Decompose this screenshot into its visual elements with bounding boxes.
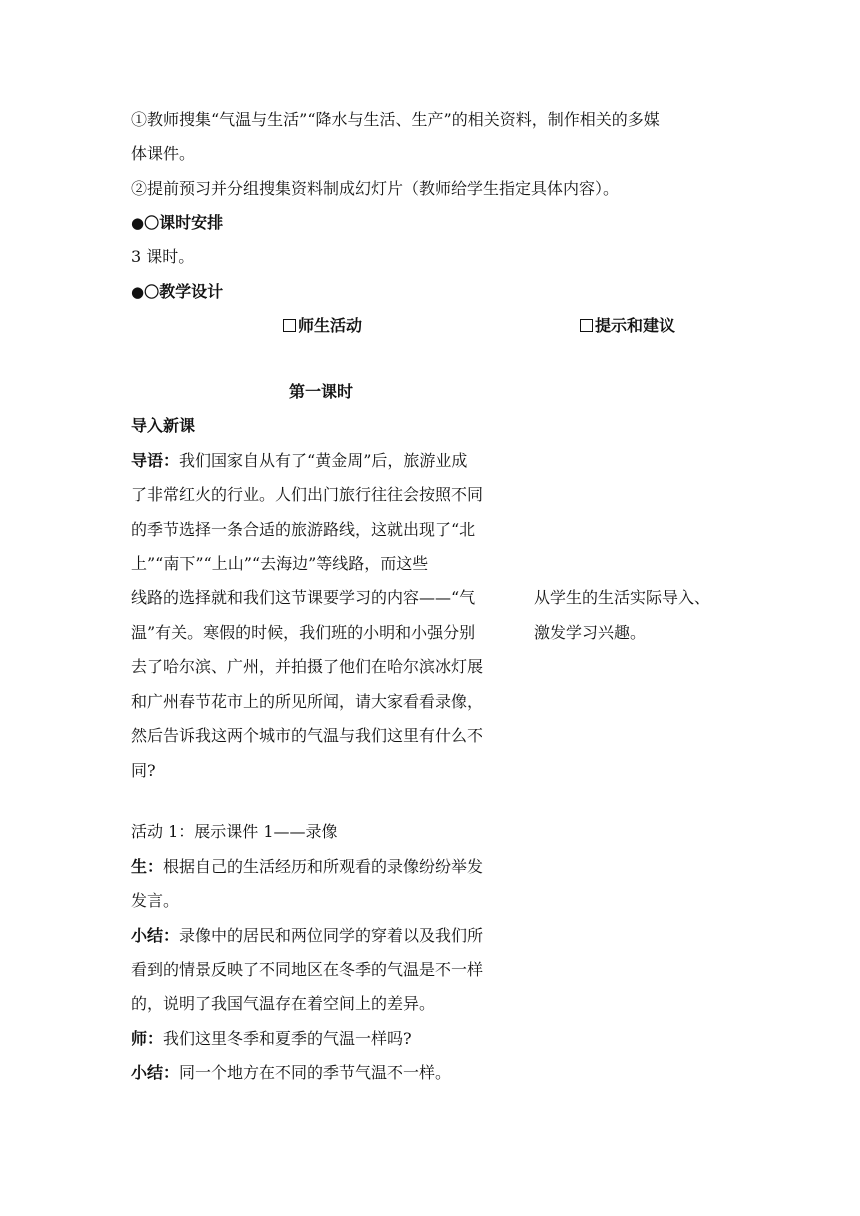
prep-item-2: ②提前预习并分组搜集资料制成幻灯片（教师给学生指定具体内容）。 (131, 179, 620, 198)
schedule-text: 3 课时。 (131, 247, 195, 266)
intro-line: 的季节选择一条合适的旅游路线，这就出现了“北 (131, 520, 476, 539)
bullet-icon: ●〇 (131, 214, 160, 232)
section-heading: 导入新课 (131, 416, 196, 435)
checkbox-square-icon (580, 319, 593, 332)
tip-line: 从学生的生活实际导入、 (534, 588, 711, 607)
summary-label: 小结： (131, 1063, 180, 1082)
intro-line: 上”“南下”“上山”“去海边”等线路，而这些 (131, 554, 429, 573)
summary-line: 小结：同一个地方在不同的季节气温不一样。 (131, 1063, 452, 1082)
student-line: 生：根据自己的生活经历和所观看的录像纷纷举发 (131, 857, 484, 876)
teacher-line: 师：我们这里冬季和夏季的气温一样吗? (131, 1029, 412, 1048)
intro-line: 去了哈尔滨、广州，并拍摄了他们在哈尔滨冰灯展 (131, 657, 484, 676)
intro-line: 温”有关。寒假的时候，我们班的小明和小强分别 (131, 623, 476, 642)
intro-line: 然后告诉我这两个城市的气温与我们这里有什么不 (131, 726, 484, 745)
summary-line: 看到的情景反映了不同地区在冬季的气温是不一样 (131, 960, 484, 979)
activity-heading: 活动 1：展示课件 1——录像 (131, 822, 338, 841)
intro-line: 同? (131, 761, 156, 780)
intro-line: 线路的选择就和我们这节课要学习的内容——“气 (131, 588, 476, 607)
student-label: 生： (131, 857, 164, 876)
design-heading: 教学设计 (159, 282, 224, 301)
intro-line: 导语：我们国家自从有了“黄金周”后，旅游业成 (131, 451, 468, 470)
lesson-title: 第一课时 (289, 382, 354, 401)
summary-line: 小结：录像中的居民和两位同学的穿着以及我们所 (131, 926, 484, 945)
teacher-label: 师： (131, 1029, 164, 1048)
intro-label: 导语： (131, 451, 180, 470)
summary-line: 的，说明了我国气温存在着空间上的差异。 (131, 994, 436, 1013)
student-line: 发言。 (131, 891, 180, 910)
intro-line: 了非常红火的行业。人们出门旅行往往会按照不同 (131, 485, 484, 504)
bullet-icon: ●〇 (131, 283, 160, 301)
intro-line: 和广州春节花市上的所见所闻，请大家看看录像， (131, 692, 484, 711)
summary-label: 小结： (131, 926, 180, 945)
column-header-tips: 提示和建议 (580, 314, 675, 338)
tip-line: 激发学习兴趣。 (534, 623, 647, 642)
schedule-heading-row (131, 211, 223, 235)
prep-item-1-line-2: 体课件。 (131, 144, 196, 163)
column-header-activities: 师生活动 (283, 314, 362, 338)
prep-item-1-line-1: ①教师搜集“气温与生活”“降水与生活、生产”的相关资料，制作相关的多媒 (131, 110, 660, 129)
schedule-heading: 课时安排 (159, 213, 224, 232)
checkbox-square-icon (283, 319, 296, 332)
design-heading-row (131, 280, 223, 304)
